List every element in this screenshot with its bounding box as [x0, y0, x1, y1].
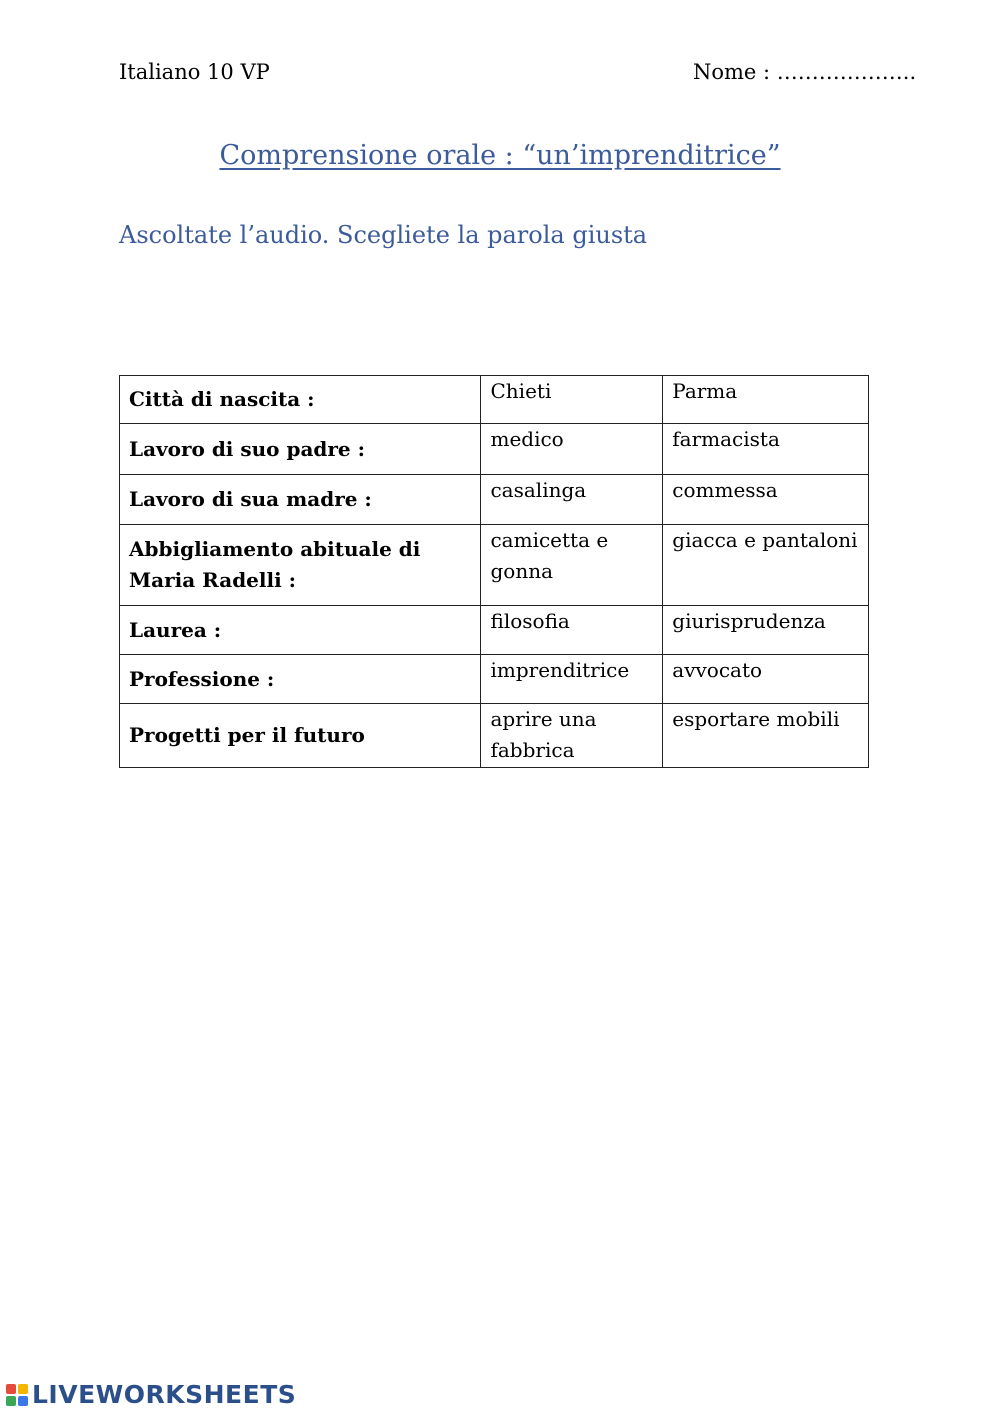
option-b-cell[interactable]: commessa: [663, 475, 869, 525]
table-row: [120, 424, 869, 475]
liveworksheets-blocks-icon: [6, 1384, 28, 1406]
question-cell: Laurea :: [120, 606, 481, 655]
question-cell: Lavoro di suo padre :: [120, 424, 481, 475]
question-cell: Lavoro di sua madre :: [120, 475, 481, 525]
question-cell: Professione :: [120, 655, 481, 704]
course-label: Italiano 10 VP: [119, 60, 270, 84]
option-b-cell[interactable]: farmacista: [663, 424, 869, 475]
table-row: [120, 606, 869, 655]
table-row: [120, 376, 869, 424]
option-a-cell[interactable]: casalinga: [481, 475, 663, 525]
option-a-cell[interactable]: imprenditrice: [481, 655, 663, 704]
table-row: [120, 655, 869, 704]
table-row: [120, 475, 869, 525]
liveworksheets-logo: [6, 1380, 296, 1409]
option-a-cell[interactable]: Chieti: [481, 376, 663, 424]
question-cell: Città di nascita :: [120, 376, 481, 424]
instruction-text: Ascoltate l’audio. Scegliete la parola giusta: [119, 221, 648, 249]
option-a-cell[interactable]: aprire una fabbrica: [481, 704, 663, 768]
logo-block-blue: [18, 1396, 28, 1406]
logo-block-red: [6, 1384, 16, 1394]
logo-text: LIVEWORKSHEETS: [32, 1380, 297, 1409]
logo-block-green: [6, 1396, 16, 1406]
option-b-cell[interactable]: esportare mobili: [663, 704, 869, 768]
exercise-table: [119, 375, 869, 768]
logo-block-yellow: [18, 1384, 28, 1394]
question-cell: Abbigliamento abituale di Maria Radelli :: [120, 525, 481, 606]
option-b-cell[interactable]: giacca e pantaloni: [663, 525, 869, 606]
option-b-cell[interactable]: avvocato: [663, 655, 869, 704]
option-a-cell[interactable]: camicetta e gonna: [481, 525, 663, 606]
page-title: Comprensione orale : “un’imprenditrice”: [219, 140, 781, 171]
question-cell: Progetti per il futuro: [120, 704, 481, 768]
option-a-cell[interactable]: medico: [481, 424, 663, 475]
option-b-cell[interactable]: Parma: [663, 376, 869, 424]
option-b-cell[interactable]: giurisprudenza: [663, 606, 869, 655]
name-field: Nome : ………………..: [693, 60, 917, 84]
table-row: [120, 525, 869, 606]
option-a-cell[interactable]: filosofia: [481, 606, 663, 655]
table-row: [120, 704, 869, 768]
